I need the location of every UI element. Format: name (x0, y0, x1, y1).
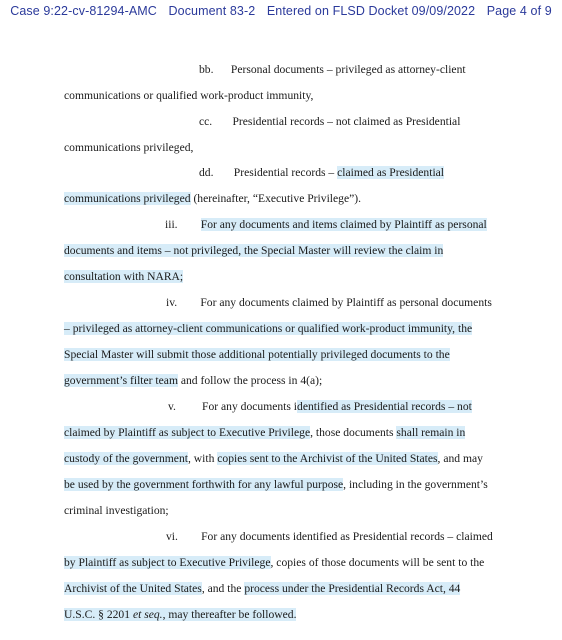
highlighted-text: – privileged as attorney-client communications or qualified work-product immunity, the (64, 322, 473, 335)
text-line: dd. Presidential records – claimed as Presidential (199, 166, 445, 179)
text-line (0, 321, 562, 337)
highlighted-text: government’s filter team (64, 374, 178, 387)
highlighted-text: Archivist of the United States (64, 582, 202, 595)
highlighted-text: claimed by Plaintiff as subject to Executive Privilege (64, 426, 311, 439)
highlighted-text: process under the Presidential Records Act, 44 (244, 582, 461, 595)
highlighted-text: U.S.C. § 2201 et seq., may thereafter be followed. (64, 608, 297, 621)
page-number: Page 4 of 9 (486, 4, 552, 18)
highlighted-text: documents and items – not privileged, the Special Master will review the claim in (64, 244, 444, 257)
highlighted-text: by Plaintiff as subject to Executive Privilege (64, 556, 271, 569)
highlighted-text: Special Master will submit those additional potentially privileged documents to the (64, 348, 450, 361)
docket-entry: Entered on FLSD Docket 09/09/2022 (266, 4, 476, 18)
text-line (0, 243, 562, 259)
text-line: claimed by Plaintiff as subject to Executive Privilege, those documents shall remain in (64, 426, 466, 439)
text-line (0, 347, 562, 363)
highlighted-text: shall remain in (396, 426, 466, 439)
text-line: government’s filter team and follow the process in 4(a); (64, 374, 323, 387)
text-line: bb. Personal documents – privileged as attorney-client (199, 63, 466, 76)
text-line (0, 269, 562, 285)
text-line: by Plaintiff as subject to Executive Privilege, copies of those documents will be sent to the (64, 556, 485, 569)
case-number: Case 9:22-cv-81294-AMC (10, 4, 157, 18)
text-line: communications privileged (hereinafter, “Executive Privilege”). (64, 192, 361, 205)
text-line: be used by the government forthwith for any lawful purpose, including in the government’s (64, 478, 488, 491)
text-line: cc. Presidential records – not claimed as Presidential (199, 115, 461, 128)
text-line (0, 607, 562, 623)
text-line: iii. For any documents and items claimed by Plaintiff as personal (165, 218, 487, 231)
document-number: Document 83-2 (168, 4, 256, 18)
highlighted-text: consultation with NARA; (64, 270, 184, 283)
text-line: criminal investigation; (64, 504, 169, 517)
highlighted-text: claimed as Presidential (337, 166, 445, 179)
highlighted-text: For any documents and items claimed by Plaintiff as personal (200, 218, 487, 231)
document-header (0, 4, 562, 18)
text-line: iv. For any documents claimed by Plaintiff as personal documents (166, 296, 492, 309)
highlighted-text: copies sent to the Archivist of the United States (217, 452, 438, 465)
text-line: communications privileged, (64, 141, 194, 154)
text-line: v. For any documents identified as Presidential records – not (168, 400, 472, 413)
highlighted-text: custody of the government (64, 452, 188, 465)
highlighted-text: communications privileged (64, 192, 191, 205)
text-line: vi. For any documents identified as Presidential records – claimed (166, 530, 493, 543)
highlighted-text: dentified as Presidential records – not (297, 400, 472, 413)
text-line: custody of the government, with copies sent to the Archivist of the United States, and may (64, 452, 483, 465)
text-line: communications or qualified work-product immunity, (64, 89, 314, 102)
highlighted-text: be used by the government forthwith for any lawful purpose (64, 478, 344, 491)
text-line: Archivist of the United States, and the process under the Presidential Records Act, 44 (64, 582, 461, 595)
